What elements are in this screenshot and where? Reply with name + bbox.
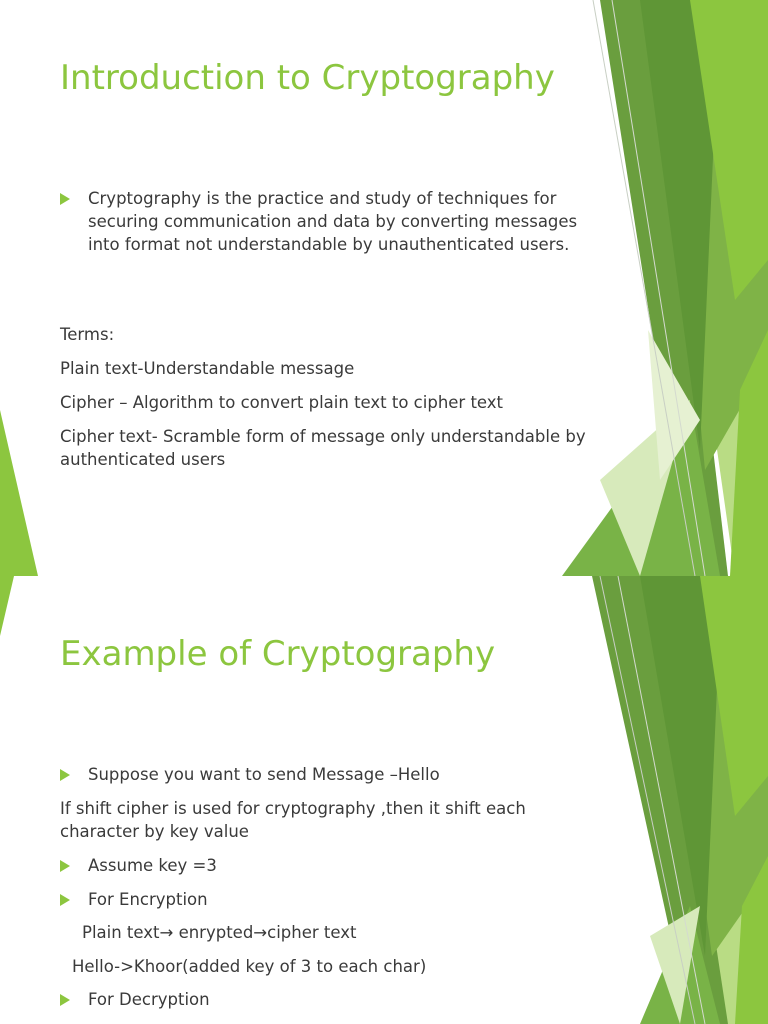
decryption-heading: For Decryption (88, 990, 210, 1009)
slide-title: Introduction to Cryptography (60, 58, 555, 98)
list-item (60, 763, 590, 786)
terms-heading: Terms: (60, 325, 115, 344)
list-item (60, 187, 590, 256)
triangle-right-icon (60, 994, 70, 1006)
shift-cipher-paragraph: If shift cipher is used for cryptography ,then it shift each character by key value (60, 799, 526, 841)
slide-example (0, 576, 768, 1024)
definition-bullet-text: Cryptography is the practice and study of techniques for securing communication and data by converting messages into format not understandable by unauthenticated users. (88, 189, 578, 254)
send-message-text: Suppose you want to send Message –Hello (88, 765, 440, 784)
triangle-right-icon (60, 769, 70, 781)
list-item (60, 888, 590, 911)
encryption-flow: Plain text→ enrypted→cipher text (82, 923, 357, 942)
cipher-definition: Cipher – Algorithm to convert plain text to cipher text (60, 393, 504, 412)
encryption-heading: For Encryption (88, 890, 208, 909)
slide-title: Example of Cryptography (60, 634, 496, 674)
triangle-right-icon (60, 193, 70, 205)
triangle-right-icon (60, 894, 70, 906)
list-item (60, 988, 590, 1011)
assume-key-text: Assume key =3 (88, 856, 217, 875)
list-item (60, 854, 590, 877)
triangle-right-icon (60, 860, 70, 872)
cipher-text-definition: Cipher text- Scramble form of message only understandable by authenticated users (60, 427, 586, 469)
plain-text-definition: Plain text-Understandable message (60, 359, 355, 378)
encryption-example: Hello->Khoor(added key of 3 to each char) (72, 957, 427, 976)
